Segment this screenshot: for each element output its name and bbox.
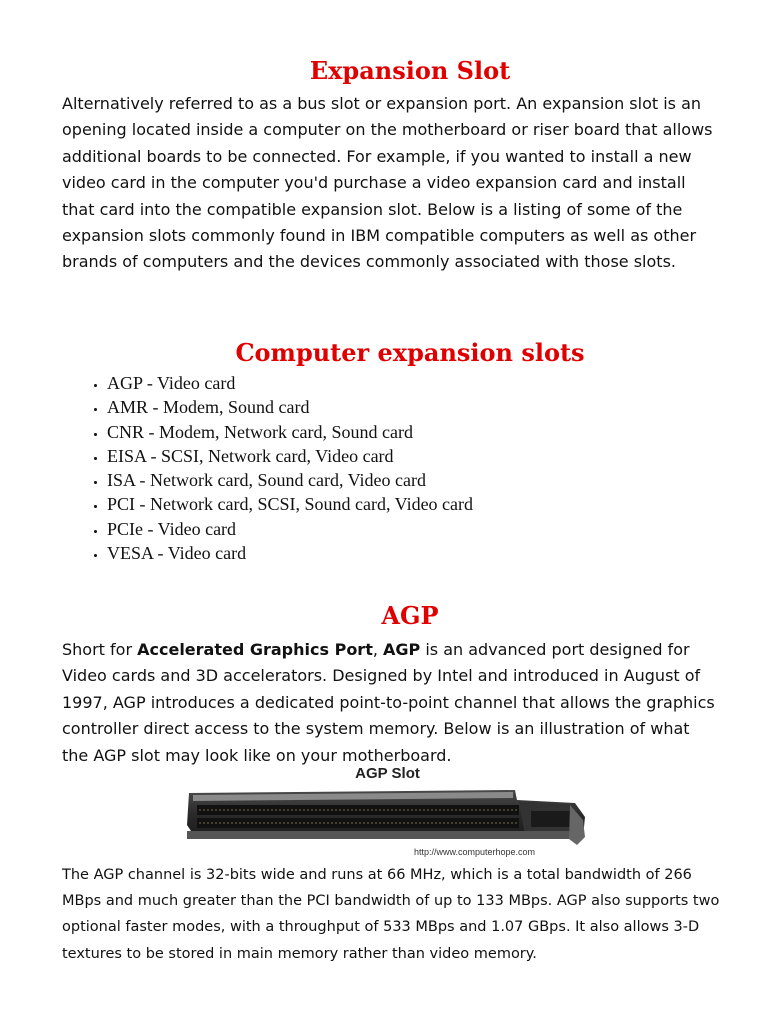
list-item: • CNR - Modem, Network card, Sound card bbox=[107, 420, 473, 444]
list-item: • ISA - Network card, Sound card, Video card bbox=[107, 468, 473, 492]
list-item: • PCIe - Video card bbox=[107, 517, 473, 541]
list-item: • AMR - Modem, Sound card bbox=[107, 395, 473, 419]
list-item: • EISA - SCSI, Network card, Video card bbox=[107, 444, 473, 468]
figure-url: http://www.computerhope.com bbox=[413, 847, 535, 857]
slot-list bbox=[62, 371, 473, 565]
computer-slots-heading: Computer expansion slots bbox=[235, 338, 585, 367]
list-item: • VESA - Video card bbox=[107, 541, 473, 565]
agp-slot-figure bbox=[185, 765, 590, 860]
agp-intro: Short for Accelerated Graphics Port, AGP is an advanced port designed for Video cards and 3D accelerators. Designed by Intel and introduced in August of 1997, AGP introduces a dedicated point-to-point channel that allows the graphics controller direct access to the system memory. Below is an illustration of what the AGP slot may look like on your motherboard. bbox=[62, 640, 715, 765]
expansion-slot-heading: Expansion Slot bbox=[309, 56, 511, 85]
figure-title: AGP Slot bbox=[355, 765, 420, 782]
list-item: • AGP - Video card bbox=[107, 371, 473, 395]
agp-slot-image bbox=[185, 765, 590, 860]
agp-heading: AGP bbox=[381, 601, 439, 630]
agp-bandwidth-paragraph: The AGP channel is 32-bits wide and runs at 66 MHz, which is a total bandwidth of 266 MBps and much greater than the PCI bandwidth of up to 133 MBps. AGP also supports two optional faster modes, with a throughput of 533 MBps and 1.07 GBps. It also allows 3-D textures to be stored in main memory rather than video memory. bbox=[62, 867, 720, 962]
expansion-slot-intro: Alternatively referred to as a bus slot or expansion port. An expansion slot is an opening located inside a computer on the motherboard or riser board that allows additional boards to be connected. For example, if you wanted to install a new video card in the computer you'd purchase a video expansion card and install that card into the compatible expansion slot. Below is a listing of some of the expansion slots commonly found in IBM compatible computers as well as other brands of computers and the devices commonly associated with those slots. bbox=[62, 94, 713, 272]
list-item: • PCI - Network card, SCSI, Sound card, Video card bbox=[107, 492, 473, 516]
